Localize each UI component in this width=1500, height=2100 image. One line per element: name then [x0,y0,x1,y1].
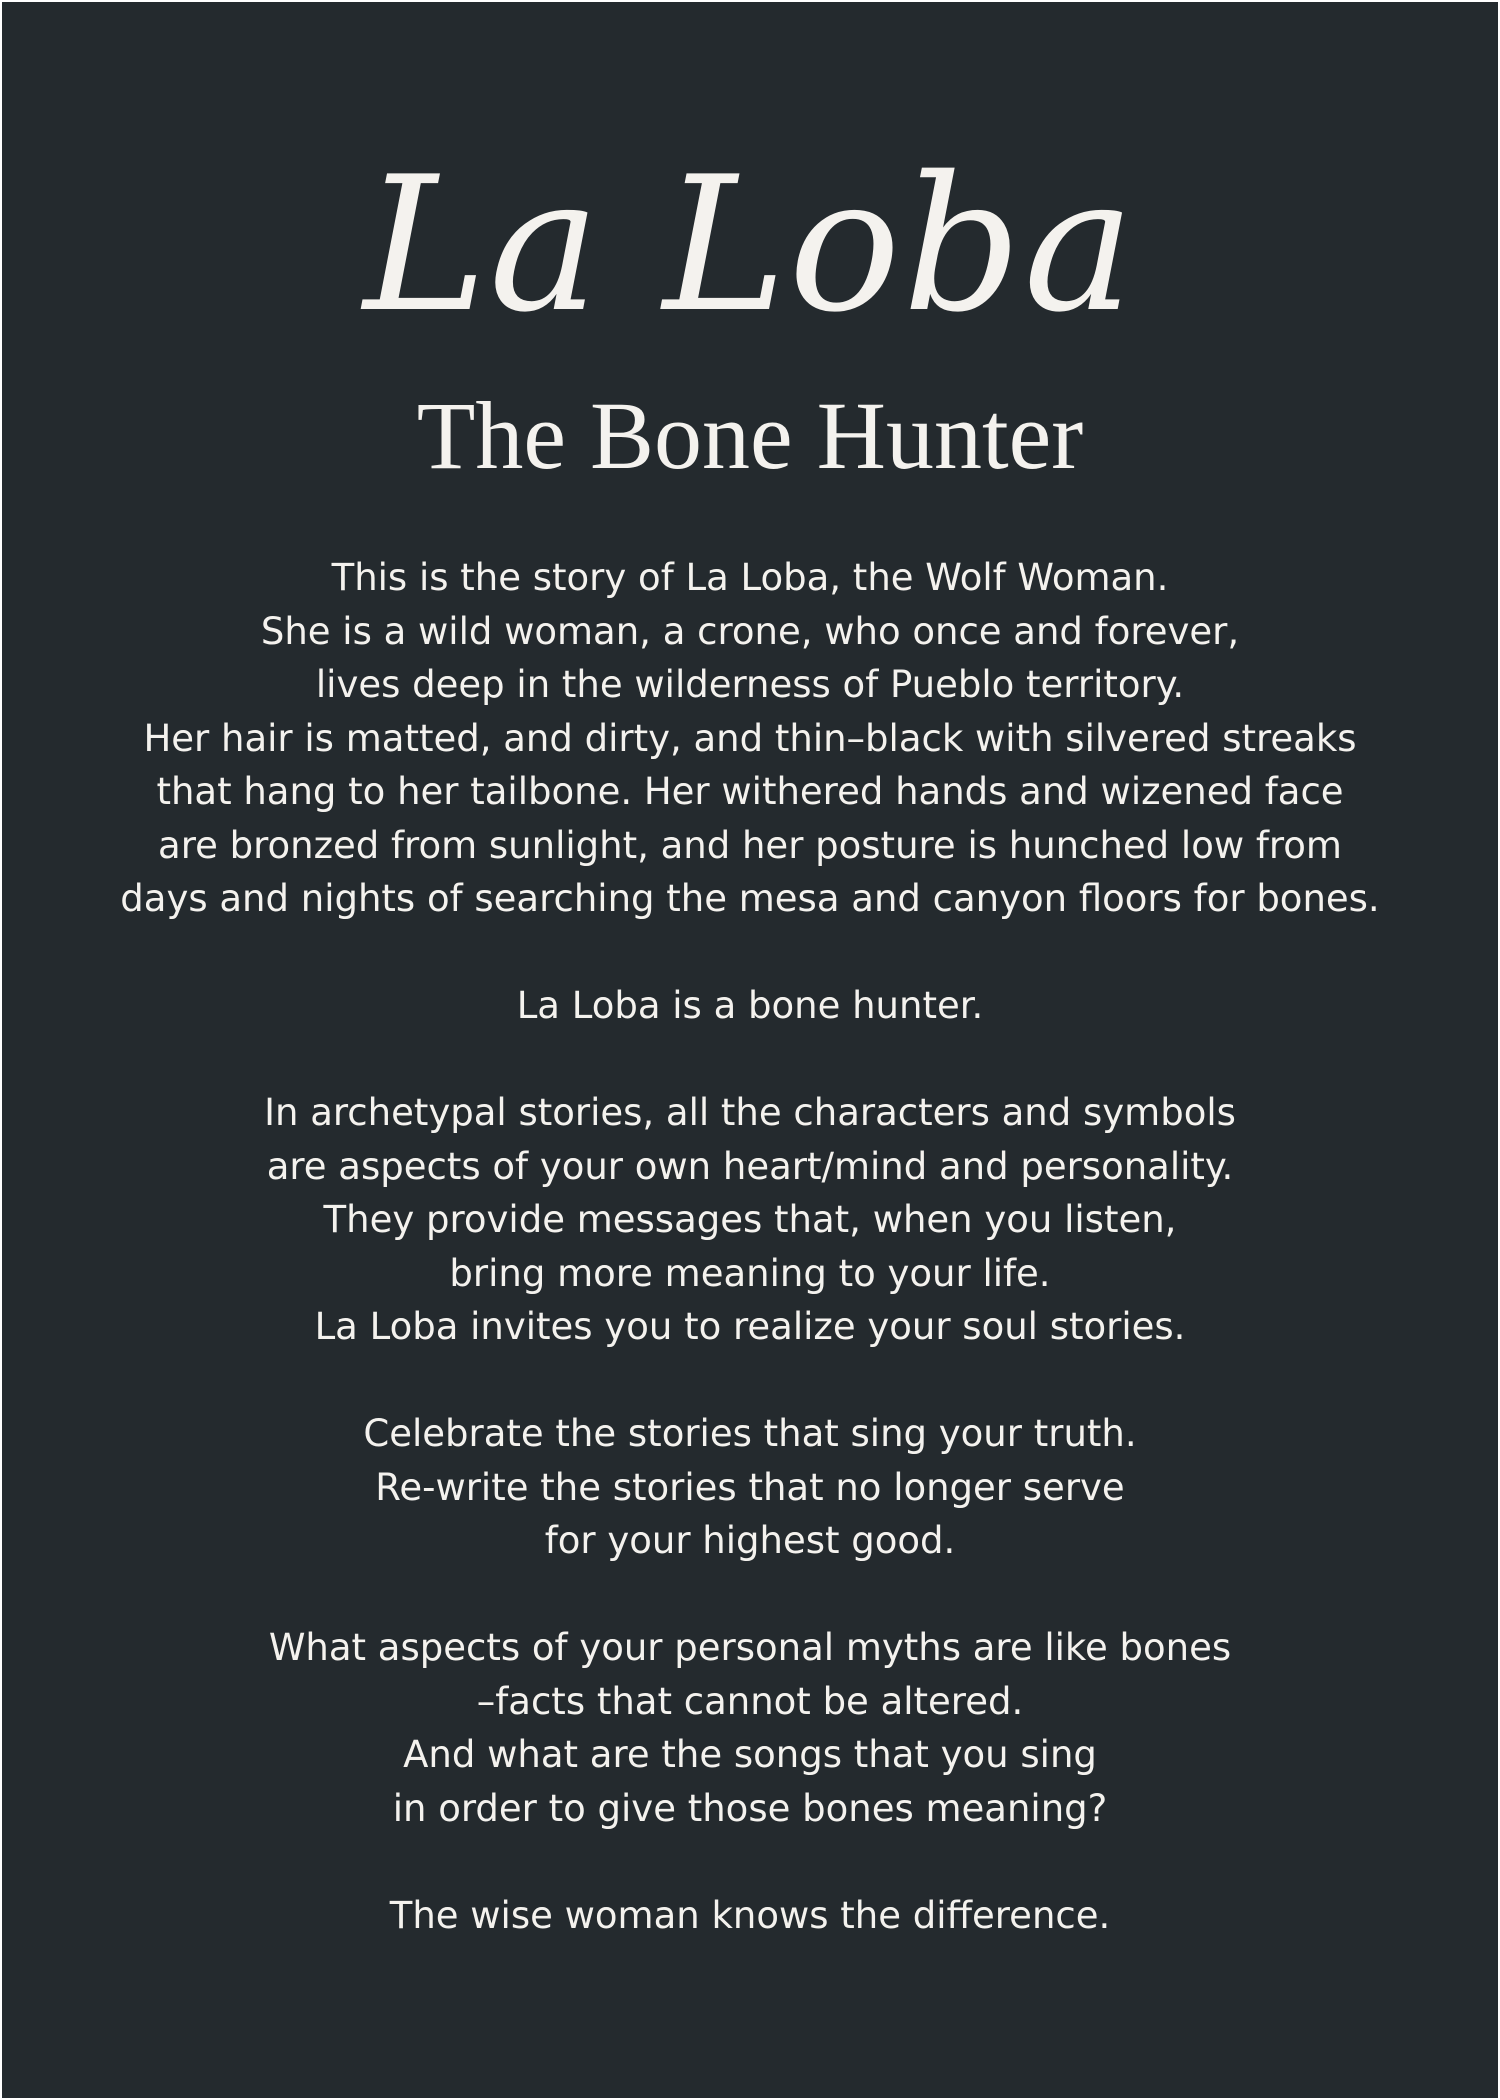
story-line: bring more meaning to your life. [449,1251,1051,1295]
story-line: Her hair is matted, and dirty, and thin–black with silvered streaks [143,716,1357,760]
story-line: This is the story of La Loba, the Wolf Woman. [331,556,1169,599]
story-line: days and nights of searching the mesa and canyon floors for bones. [120,877,1380,920]
story-line: for your highest good. [544,1519,956,1562]
story-line: In archetypal stories, all the characters and symbols [264,1091,1236,1134]
story-paragraph [2,1889,1498,1943]
story-line: are bronzed from sunlight, and her posture is hunched low from [158,823,1342,867]
story-paragraph [2,551,1498,926]
story-line: that hang to her tailbone. Her withered hands and wizened face [156,770,1344,813]
story-line: La Loba is a bone hunter. [516,984,984,1027]
story-line: And what are the songs that you sing [403,1733,1097,1776]
story-paragraph [2,979,1498,1033]
story-paragraph [2,1621,1498,1835]
story-line: La Loba invites you to realize your soul stories. [314,1305,1186,1348]
story-line: are aspects of your own heart/mind and personality. [266,1144,1234,1188]
story-line: Re-write the stories that no longer serve [375,1465,1125,1509]
story-line: –facts that cannot be altered. [476,1679,1024,1723]
story-paragraph [2,1086,1498,1354]
story-line: lives deep in the wilderness of Pueblo territory. [315,663,1185,706]
story-line: What aspects of your personal myths are like bones [268,1626,1232,1669]
story-line: Celebrate the stories that sing your truth. [363,1412,1137,1455]
story-paragraph [2,1407,1498,1568]
story-line: The wise woman knows the difference. [389,1893,1111,1937]
story-body [2,551,1498,1996]
story-card [2,2,1498,2098]
page-title: La Loba [363,136,1137,353]
story-line: They provide messages that, when you listen, [323,1198,1177,1241]
story-line: in order to give those bones meaning? [392,1786,1108,1830]
page-subtitle: The Bone Hunter [416,382,1084,489]
story-line: She is a wild woman, a crone, who once and forever, [260,609,1240,653]
